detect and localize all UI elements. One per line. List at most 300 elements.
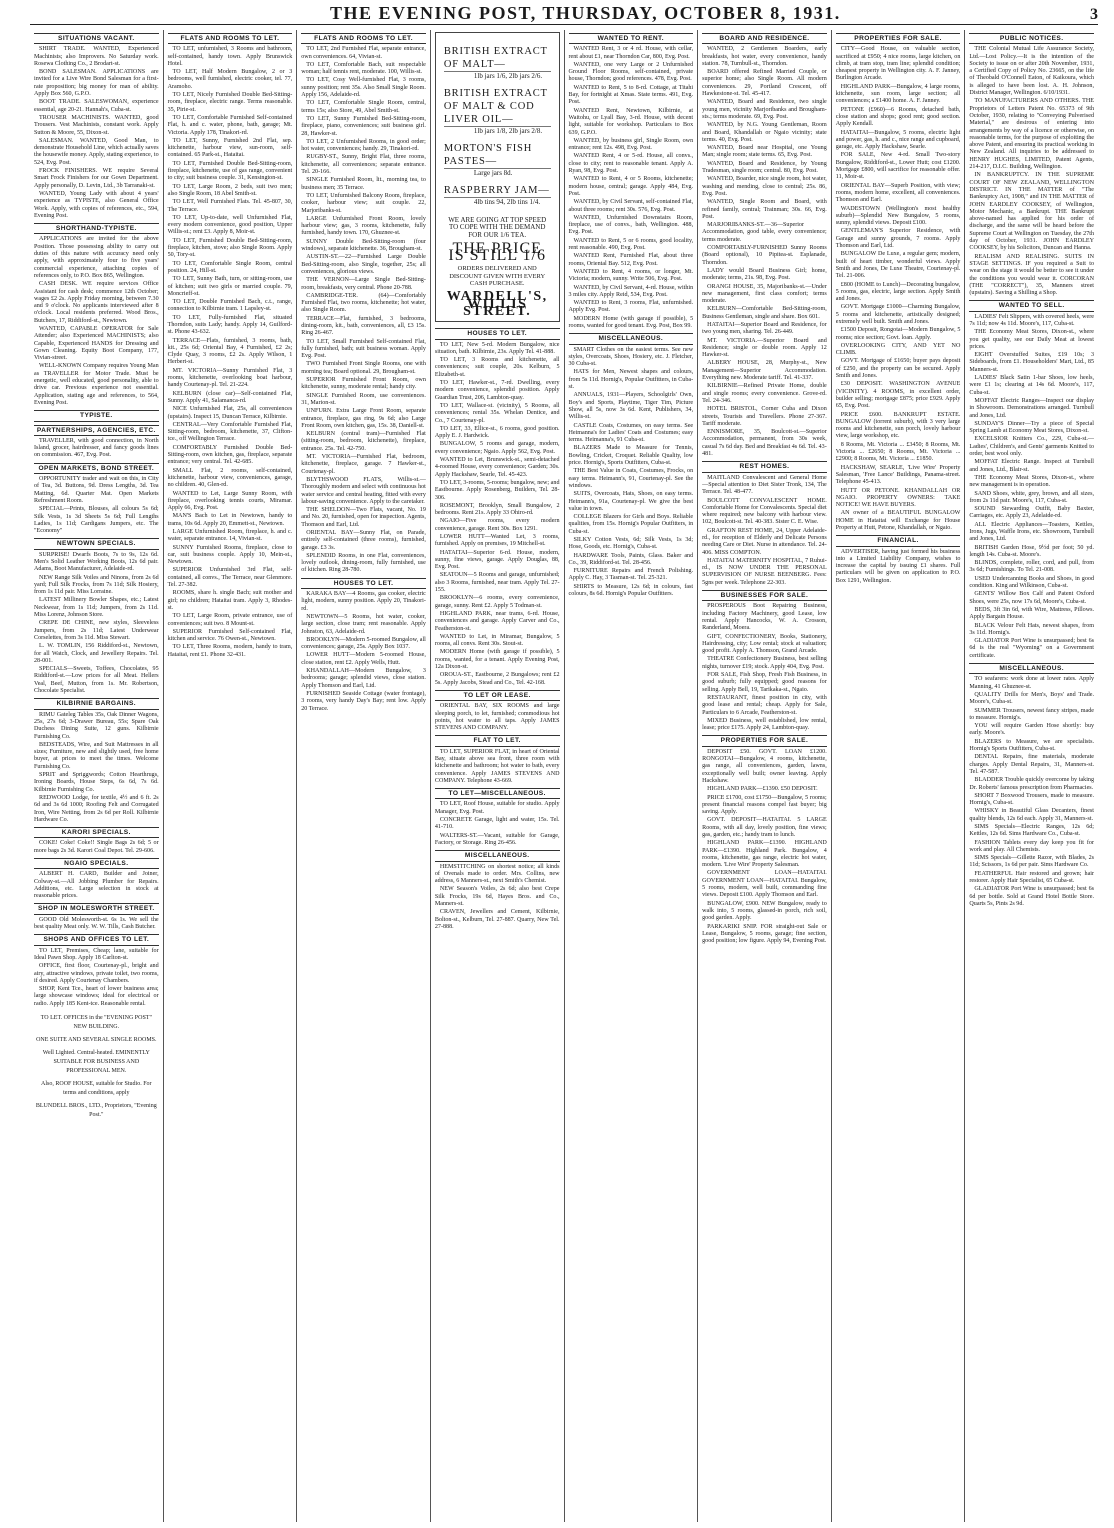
classified-ad: WANTED, by business girl, Single Room, own entrance; rent 12s. 498, Evg. Post.	[568, 137, 694, 152]
classified-ad: GLADIATOR Port Wine is unsurpassed; best 6s 6d per bottle. Sold at Grand Hotel Bottle Store. Quarts 5s, Pints 2s 9d.	[969, 886, 1094, 907]
classified-ad: BLACK Velour Felt Hats, newest shapes, from 3s 11d. Hornig's.	[969, 622, 1094, 636]
classified-ad: HATAITAI—Superior 6-rd. House, modern, sunny, fine views, garage. Apply Douglas, 88, Evg. Post.	[434, 549, 560, 571]
classified-ad: TO LET, Half Modern Bungalow, 2 or 3 bedrooms, well furnished, electric cooker, tel. 77, Aramoho.	[167, 69, 293, 90]
classified-ad: WANTED, Young Lady with about 4 years' experience as TYPISTE, also General Office Work. Apply, with copies of references, etc., 594, Evening Post.	[34, 190, 159, 219]
section-heading: PUBLIC NOTICES.	[969, 33, 1094, 44]
classified-ad: SINGLE Furnished Room, lit., morning tea, to business men; 35 Terrace.	[301, 177, 426, 191]
classified-ad: LARGE Unfurnished Room, fireplace, h. and c. water, separate entrance. 14, Vivian-st.	[167, 529, 293, 543]
offices-line: ONE SUITE AND SEVERAL SINGLE ROOMS.	[36, 1037, 157, 1044]
classified-ad: CONCRETE Garage, light and water, 15s. Tel. 41-710.	[434, 817, 560, 831]
section-heading: FLAT TO LET.	[435, 735, 560, 746]
classified-ad: ALBERY HOUSE, 28, Murphy-st., New Management—Superior Accommodation. Everything new. Moderate tariff. Tel. 41-337.	[702, 360, 827, 382]
classified-ad: ORIENTAL BAY, SIX ROOMS and large sleeping porch, to let, furnished; commodious hot points, hot water to all taps. Apply JAMES STEVENS AND COMPANY.	[434, 703, 560, 732]
classified-ad: WHISKY in Beautiful Glass Decanters, finest quality blends, 12s 6d each. Apply 31, Manners-st.	[969, 808, 1094, 822]
classified-ad: TO LET, Furnished Double Bed-Sitting-room, fireplace, kitchen, stove; also Single Room. Apply 50, Tory-st.	[167, 237, 293, 259]
classified-ad: WANTED to Rent, 5 or 6 rooms, good locality, rent reasonable. 490, Evg. Post.	[568, 237, 694, 252]
column-6	[697, 30, 831, 1522]
page-number: 3	[1090, 6, 1098, 23]
classified-ad: SUPERIOR Furnished Self-contained Flat, kitchen and service. 76 Owen-st., Newtown.	[167, 628, 293, 643]
classified-ad: WANTED, by N.G. Young Gentleman, Room and Board, Khandallah or Ngaio vicinity; state terms. 40, Evg. Post.	[702, 122, 827, 143]
classified-ad: WANTED Rent, 3 or 4 rd. House, with cellar, rent about £1, near Thorndon Car, 800, Evg. Post.	[568, 46, 694, 60]
classified-ad: TRAVELLER, with good connection, in North Island, grocer, hairdresser, and fancy goods lines on commission. 467, Evg. Post.	[34, 437, 159, 459]
classified-ad: SHIRTS to Measure, 12s 6d; in colours, fast colours, 8s 6d. Hornig's Popular Outfitters.	[568, 583, 694, 598]
classified-ad: SAND Shoes, white, grey, brown, and all sizes, from 2s 11d pair. Moore's, 117, Cuba-st.	[969, 490, 1094, 504]
section-heading: TO LET—MISCELLANEOUS.	[435, 788, 560, 799]
classified-ad: £1500 Deposit, Rongotai—Modern Bungalow, 5 rooms; nice section; Govt. loan. Apply.	[835, 327, 961, 341]
classified-ad: WELL-KNOWN Company requires Young Man as TRAVELLER for Motor Trade. Must be energetic, well educated, good personality, able to drive car. Previous experience not essential. Application, stating age and references, to 564, Evening Post.	[34, 363, 159, 406]
classified-ad: SPECIALS—Sweets, Toffees, Chocolates, 95 Riddiford-st.—Low prices for all Meat. Hellers Veal, Beef, Mutton, from 1s. Mr. Robertson, Chocolate Specialist.	[34, 666, 159, 695]
classified-ad: KELBURN (central tram)—Furnished Flat (sitting-room, bedroom, kitchenette), fireplace, entrance. 25s. Tel. 42-750.	[301, 431, 426, 452]
classified-ad: HATAITAI MATERNITY HOSPITAL, 7 Ruhui-rd., IS NOW UNDER THE PERSONAL SUPERVISION OF NURSE BEENBERG. Fees: 5gns per week. Telephone 22-303.	[702, 557, 827, 586]
classified-ad: FROCK FINISHERS. WE require Several Smart Frock Finishers for our Gown Department. Apply personally, D. Levin, Ltd., 3b Tarranaki-st.	[34, 168, 159, 189]
classified-ad: TO LET, Hawker-st., 7-rd. Dwelling, every modern convenience, splendid position. Apply Guardian Trust, 206, Lambton-quay.	[434, 380, 560, 401]
classified-ad: ANNUALS, 1931—Players, Schoolgirls' Own, Boy's and Sports, Playtime, Tiger Tim, Picture Show, all 5s, now 3s 6d. Kent, Publishers, 34, Willis-st.	[568, 392, 694, 421]
classified-ad: WANTED to Let, Large Sunny Room, with fireplace, overlooking tennis courts, Miramar. Apply 66, Evg. Post.	[167, 490, 293, 512]
classified-ad: TERRACE—Flat, furnished, 3 bedrooms, dining-room, kit., bath, conveniences, all, £3 15s. Ring 26-467.	[301, 315, 426, 337]
classified-ad: SUNNY Double Bed-Sitting-room (four windows), separate kitchenette. 36, Brougham-st.	[301, 238, 426, 253]
classified-ad: NEW Range Silk Voiles and Ninons, from 2s 6d yard; Full Silk Frocks, from 7s 11d; Silk Hosiery, from 1s 11d pair. Miss Lorraine.	[34, 574, 159, 596]
section-heading: BOARD AND RESIDENCE.	[702, 33, 827, 44]
classified-ad: IN BANKRUPTCY. IN THE SUPREME COURT OF NEW ZEALAND, WELLINGTON DISTRICT. IN THE MATTER of "The Bankruptcy Act, 1908," and IN THE MATTER of JOHN EARDLEY COOKSEY, of Wellington, Motor Mechanic, a Bankrupt. THE Bankrupt above-named has applied for his order of discharge, and the same will be heard before the Supreme Court at Wellington on Tuesday, the 27th day of October, 1931. JOHN EARDLEY COOKSEY, by his Solicitors, Duncan and Hanna.	[969, 172, 1094, 252]
classified-ad: CENTRAL—Very Comfortable Furnished Flat, Sitting-room, bedroom, kitchenette, 37, Clifton-tce., off Wellington Terrace.	[167, 421, 293, 443]
classified-ad: REALISM AND REALISING. SUITS IN STAGE SETTINGS. IF you required a Suit to wear on the stage it would be better to see it under the conditions you would wear it. CORCORAN (THE "CORRECT"), 35, Manners street (upstairs). Saving a Shilling a Shop.	[969, 253, 1094, 297]
classified-ad: LATEST Millinery Bowler Shapes, etc.; Latest Neckwear, from 1s 11d; Jumpers, from 2s 11d. Miss Lorenz, Johnson Store.	[34, 597, 159, 619]
classified-ad: SHORT 7 Boxwood Trousers, made to measure. Hornig's, Cuba-st.	[969, 792, 1094, 807]
classified-ad: REDWOOD Lodge, for textile, 4½ and 6 ft. 2s 6d and 3s 6d 1000; Roofing Felt and Corrugated Iron, Wire Netting, from 2s 6d per Roll. Kilbirnie Hardware Co.	[34, 794, 159, 823]
classified-ad: SMALL Flat, 2 rooms, self-contained, kitchenette, harbour view, conveniences, garage, no children. 40, Glen-rd.	[167, 467, 293, 489]
classified-ad: 8 Rooms, Mt. Victoria ... £3450; 8 Rooms, Mt. Victoria ... £2650; 8 Rooms, Mt. Victoria ... £2900; 8 Rooms, Mt. Victoria ... £1850.	[835, 441, 961, 463]
classified-ad: GOVERNMENT LOAN—HATAITAI. GOVERNMENT LOAN—HATAITAI. Bungalow, 5 rooms, modern, well built, commanding fine views. Deposit £100. Apply Thomson and Earl.	[702, 870, 827, 899]
classified-ad: TERRACE—Flats, furnished, 3 rooms, bath, kit., 25s 6d; Oriental Bay, 4 Furnished, £2 2s; Clyde Quay, 3 rooms, £2 2s. Apply Wilson, 1 Herbert-st.	[167, 337, 293, 366]
classified-ad: LADIES' Black Satin 1-bar Shoes, low heels, were £1 1s; clearing at 14s 6d. Moore's, 117, Cuba-st.	[969, 375, 1094, 396]
classified-ad: WANTED to Rent, 4 or 5 Rooms, kitchenette; modern house, central; garage. Apply 484, Evg. Post.	[568, 176, 694, 197]
classified-ad: SUNDAY'S Dinner—Try a piece of Special Spring Lamb at Economy Meat Stores, Dixon-st.	[969, 420, 1094, 435]
classified-ad: HOTEL BRISTOL, Corner Cuba and Dixon streets, Tourists and Travellers. Phone 27-367. Tariff moderate.	[702, 406, 827, 427]
classified-ad: SOUND Stewarding Outfit, Baby Baxter, Carriages, etc. Apply 23, Adelaide-rd.	[969, 506, 1094, 520]
classified-ad: GIFT, CONFECTIONERY, Books, Stationery, Hairdressing, city; Low rental; stock at valuation; good profit. Apply A. Thomson, Grand Arcade.	[702, 633, 827, 655]
classified-ad: FASHION Tablets every day keep you fit for work and play. All Chemists.	[969, 839, 1094, 853]
classified-ad: CREPE DE CHINE, new styles, Sleeveless Jumpers, from 2s 11d; Latest Underwear Corselettes, from 3s 11d. Miss Stewart.	[34, 620, 159, 641]
classified-ad: CASTLE Coats, Costumes, on easy terms. See Heimanna's for Ladies' Coats and Costumes; easy terms. Heimanna's, 91 Cuba-st.	[568, 422, 694, 444]
classified-ad: GENTS' Willow Box Calf and Patent Oxford Shoes, were 25s, now 17s 6d, Moore's, Cuba-st.	[969, 591, 1094, 605]
classified-ad: BUNGALOW, £900. NEW Bungalow, ready to walk into, 5 rooms, glassed-in porch, rich soil, good garden. Apply.	[702, 900, 827, 922]
classified-ad: CASH DESK. WE require services Office Assistant for cash desk; commence 12th October; wages £2 2s. Apply Friday morning, between 7.30 and 9 o'clock. No applicants interviewed after 8 o'clock. Local residents preferred. Wood Bros., Butchers, 17, Riddiford-st., Newtown.	[34, 281, 159, 324]
classified-ad: TO LET, 2nd Furnished Flat, separate entrance, own conveniences. 64, Vivian-st.	[301, 46, 426, 60]
classified-ad: BOOT TRADE. SALESWOMAN, experience essential, age 20-21. Hannah's, Cuba-st.	[34, 99, 159, 113]
classified-ad: SPECIAL—Prints, Blouses, all colours 5s 6d; Silk Vests, 1s 3d Sheets 5s 6d; Full Lengths Ladies, 1s 11d; Cardigans Jumpers, etc. The "Economy"	[34, 506, 159, 535]
classified-ad: LADY would Board Business Girl; home, moderate; terms, 21s. 98, Evg. Post.	[702, 267, 827, 282]
classified-ad: BEDS, 3ft 3in 6d, with Wire, Mattress, Pillows. Apply Bargain House.	[969, 606, 1094, 621]
classified-ad: WANTED, Unfurnished Downstairs Room, fireplace, use of convs., bath, Wellington. 488, Evg. Post.	[568, 214, 694, 236]
classified-ad: HATAITAI—Superior Board and Residence, for two young men, sharing. Tel. 26-449.	[702, 321, 827, 336]
product-name: MORTON'S FISH PASTES—	[444, 136, 551, 169]
classified-ad: SHIRT TRADE. WANTED, Experienced Machinists; also Improvers. No Saturday work. Rosewa Clothing Co., 2 Brodart-st.	[34, 46, 159, 67]
wardells-advertisement	[435, 32, 560, 322]
classified-ad: WANTED to Rent, 3 rooms, Flat, unfurnished. Apply Evg. Post.	[568, 300, 694, 314]
classified-ad: ROOMS, share h. single Bach; suit mother and girl; no children; Hataitai tram. Apply 3, Rhodes-st.	[167, 590, 293, 611]
classified-ad: LADIES' Felt Slippers, with covered heels, were 7s 11d; now 4s 11d. Moore's, 117, Cuba-st.	[969, 313, 1094, 327]
section-heading: SHORTHAND-TYPISTE.	[34, 223, 159, 234]
masthead	[30, 2, 1098, 25]
classified-ad: BLAZERS Made to Measure for Tennis, Bowling, Cricket, Croquet. Reliable Quality, low price. Hornig's, Sports Outfitters, Cuba-st.	[568, 445, 694, 467]
classified-ad: ROSEMONT, Brooklyn, Small Bungalow, 2 bedrooms. Rent 21s. Apply 33 Ohiro-rd.	[434, 502, 560, 517]
section-heading: SITUATIONS VACANT.	[34, 33, 159, 44]
classified-ad: HARDWARE Tools, Paints, Glass. Baker and Co., 39, Riddiford-st. Tel. 28-456.	[568, 552, 694, 566]
section-heading: HOUSES TO LET.	[301, 578, 426, 589]
classified-ad: TO LET, Double Furnished Bach, c.t., range, connection to Kilbirnie tram. 1 Lapsley-st.	[167, 299, 293, 313]
classified-ad: SUPERIOR Furnished Front Room, own kitchenette, sunny, moderate rental; handy city.	[301, 377, 426, 391]
classified-ad: MAITLAND Convalescent and General Home—Special attention to Diet Sister Tronk, 134, The Terrace. Tel. 48-477.	[702, 474, 827, 496]
classified-ad: OPPORTUNITY trader and wait on this, in City of Tea, 3d. Buttons, 9d. Dress Lengths, 3d. Tea Matting, 6d. Quarter Mat. Open Markets Refreshment Room.	[34, 476, 159, 504]
classified-ad: EIGHT Overstuffed Suites, £19 10s; 3 Sideboards, from £1. Householders' Mart, Ltd., 85 Manners-st.	[969, 352, 1094, 373]
classified-ad: SIMS Specials—Gillette Razor, with Blades, 2s 11d; Scissors, 1s 6d per pair. Sims Hardware Co.	[969, 855, 1094, 869]
section-heading: BUSINESSES FOR SALE.	[702, 590, 827, 601]
classified-ad: LARGE Unfurnished Front Room, lovely harbour view; gas, 3 rooms, kitchenette, fully furnished, handy town. 170, Ghuznee-st.	[301, 215, 426, 237]
classified-ad: WANTED Rent, Newtown, Kilbirnie, at Waitohu, or Lyall Bay, 3-rd. House, with decent light, suitable for workshop. Particulars to Box 639, G.P.O.	[568, 107, 694, 136]
classified-ad: TO LET, Premises, Cheap; lane, suitable for Ideal Pawn Shop. Apply 18 Carlton-st.	[34, 947, 159, 961]
classified-ad: RUGBY-ST., Sunny, Bright Flat, three rooms, kitchenette, all conveniences; separate entrance. Tel. 20-166.	[301, 154, 426, 176]
classified-ad: COMFORTABLY-FURNISHED Sunny Rooms (Board optional), 10 Pipitea-st. Esplanade, Thorndon.	[702, 245, 827, 266]
classified-ad: BOULCOTT CONVALESCENT HOME. Comfortable Home for Convalescents. Special diet where required; new balcony with harbour view. 102, Boulcott-st. Tel. 40-383. Sister C. E. Wise.	[702, 497, 827, 526]
classified-ad: BRITISH Garden Hose, 9½d per foot; 50 yd. length 14s. Cuba-st. Moore's.	[969, 544, 1094, 558]
classified-ad: ALL Electric Appliances—Toasters, Kettles, Irons, Jugs, Waffle Irons, etc. Showroom, Turnbull and Jones, Ltd.	[969, 521, 1094, 543]
classified-ad: WANTED, CAPABLE OPERATOR for Sale Attender; also Experienced MACHINISTS; also Capable, Experienced HANDS for Dressing and Gown Cleaning. Equity Boot Company, 177, Vivian-street.	[34, 325, 159, 362]
classified-ad: WANTED, one very Large or 2 Unfurnished Ground Floor Rooms, self-contained, private house, Thorndon; good references. 478, Evg. Post.	[568, 61, 694, 83]
product-name: RASPBERRY JAM—	[444, 178, 551, 198]
classified-ad: TO LET, unfurnished, 3 Rooms and bathroom, self-contained, handy town. Apply Brunswick Hotel.	[167, 46, 293, 67]
classified-ad: TO seafarers: work done at lower rates. Apply Manning, 41 Ghuznee-st.	[969, 676, 1094, 690]
classified-ad: FURNITURE Repairs and French Polishing. Apply C. Hay, 3 Tasman-st. Tel. 25-321.	[568, 568, 694, 582]
section-heading: HOUSES TO LET.	[435, 328, 560, 339]
column-5	[564, 30, 698, 1522]
classified-ad: KELBURN—Comfortable Bed-Sitting-room, Business Gentleman, single and share. Box 601.	[702, 306, 827, 320]
classified-ad: TO LET, Unfurnished Balcony Room, fireplace, cooker, harbour view; suit couple. 22, Marjoribanks-st.	[301, 192, 426, 214]
classified-ad: DENTAL Repairs, fine materials, moderate charges. Apply Dental Repairs, 31, Manners-st. Tel. 47-587.	[969, 754, 1094, 775]
classified-ad: RIMU Gateleg Tables 35s, Oak Dinner Wagons, 25s, 27s 6d; 3-Drawer Bureau, 55s; Spare Oak Duchess Dining Suite, 12 guns. Kilbirnie Furnishing Co.	[34, 711, 159, 740]
column-1	[30, 30, 163, 1522]
classified-ad: £30 DEPOSIT. WASHINGTON AVENUE (VICINITY). 4 ROOMS, in excellent order, builder selling; mortgage £875; price £929. Apply 65, Evg. Post.	[835, 381, 961, 410]
classified-ad: WANTED, 2 Gentlemen Boarders, early breakfasts, hot water, every convenience, handy station. 78, Turnbull-st., Thorndon.	[702, 46, 827, 67]
classified-ad: WANTED, by Civil Servant, 4-rd. House, within 3 miles city. Apply Reid, 534, Evg. Post.	[568, 284, 694, 298]
classified-ad: BEDSTEADS, Wire, and Suit Mattresses in all sizes; Furniture, new and slightly used, free home buyer, at prices to meet the times. Welcome Furnishing Co.	[34, 741, 159, 770]
section-heading: PROPERTIES FOR SALE.	[836, 33, 961, 44]
classified-ad: HATS for Men, Newest shapes and colours, from 5s 11d. Hornig's, Popular Outfitters, in Cuba-st.	[568, 369, 694, 391]
classified-ad: WANTED, Boarder, nice single room, hot water, washing and mending, close to central; 25s. 86, Evg. Post.	[702, 176, 827, 197]
classified-ad: TO LET, Comfortable Single Room, central position. 24, Hill-st.	[167, 260, 293, 274]
classified-ad: CAMBRIDGE-TER. (64)—Comfortably Furnished Flat, two rooms, kitchenette; hot water, also Single Room.	[301, 292, 426, 314]
section-heading: SHOPS AND OFFICES TO LET.	[34, 934, 159, 945]
classified-ad: GLADIATOR Port Wine is unsurpassed; best 6s 6d is the real "Wyoming" on a Government certificate.	[969, 638, 1094, 659]
product-prices: Large jars 8d.	[473, 169, 513, 177]
classified-ad: WANTED to Rent, 4 rooms, or longer, Mt. Victoria; modern, sunny. Write 506, Evg. Post.	[568, 268, 694, 283]
classified-ad: TO LET, 33, Ellice-st., 6 rooms, good position. Apply E. J. Hardwick.	[434, 425, 560, 440]
price-headline: THE PRICE IS STILL 1/6	[448, 239, 546, 265]
classified-ad: WANTED, Board and Residence, two single young men, vicinity Marjoribanks and Brougham-sts.; terms moderate. 69, Evg. Post.	[702, 99, 827, 120]
classified-ad: NGAIO—Five rooms, every modern convenience, garage. Rent 30s. Box 1291.	[434, 518, 560, 532]
classified-ad: HIGHLAND PARK—Bungalow, 4 large rooms, kitchenette, sun room, large section; all conveniences; a £1400 home. A. F. Janney.	[835, 83, 961, 105]
classified-ad: TO LET, Cosy Well-furnished Flat, 3 rooms, sunny position; rent 35s. Also Small Single Room. Apply 156, Adelaide-rd.	[301, 77, 426, 99]
classified-ad: TO LET, Roof House, suitable for studio. Apply Manager, Evg. Post.	[434, 801, 560, 815]
classified-ad: EXCELSIOR Knitters Co., 229, Cuba-st.—Ladies', Children's, and Gents' garments Knitted to order, best wool only.	[969, 436, 1094, 458]
offices-line: BLUNDELL BROS., LTD., Proprietors, "Evening Post."	[35, 1103, 157, 1119]
classified-ad: PETONE (£960)—6 Rooms, detached bath, close station and shops; good rent; good section. Apply Kendall.	[835, 106, 961, 128]
classified-ad: OROUA-ST., Eastbourne, 2 Bungalows; rent £2 5s. Apply Jacobs, Stead and Co., Tel. 42-168.	[434, 672, 560, 686]
offices-line: TO LET. OFFICES in the "EVENING POST" NEW BUILDING.	[40, 1015, 152, 1031]
classified-ad: COKE! Coke! Coke!! Single Bags 2s 6d; 5 or more bags 2s 3d. Karori Coal Depot. Tel. 29-606.	[34, 840, 159, 854]
section-heading: FLATS AND ROOMS TO LET.	[301, 33, 426, 44]
classified-ad: HACKSHAW, SEARLE, 'Live Wire' Property Salesman, 'Free Lance' Buildings, Panama-street. Telephone 45-413.	[835, 464, 961, 486]
classified-ad: FEATHERFUL Hair restored and grown; hair restorer. Apply Hair Specialist, 65 Cuba-st.	[969, 870, 1094, 885]
classified-ad: TO LET, Sunny Bath, turn, or sitting-room, use of kitchen; suit two girls or married couple. 79, Moncrieff-st.	[167, 276, 293, 297]
classified-ad: NEWTOWN—5 Rooms, hot water, cooker, large section, close tram; rent reasonable. Apply Johnston, 63, Adelaide-rd.	[301, 613, 426, 635]
classified-ad: TO LET, 3-rooms, 5-rooms; bungalow, new; and Eastbourne. Apply Rosenberg, Builders, Tel. 28-306.	[434, 479, 560, 501]
classified-ad: ALBERT H. CARD, Builder and Joiner, Colway-st.—All Jobbing Plumber for Repairs. Additions, etc. Large selection in stock at reasonable prices.	[34, 871, 159, 900]
offices-line: Also, ROOF HOUSE, suitable for Studio. For terms and conditions, apply	[41, 1081, 152, 1097]
classified-ad: WANTED to Let, Brunswick-st., semi-detached 4-roomed House, every convenience; Garden; 30s. Apply Hackshaw, Searle, Tel. 45-423.	[434, 457, 560, 478]
section-heading: MISCELLANEOUS.	[969, 663, 1094, 674]
classified-ad: SPRIT and Spriggwords; Cotton Hearthrugs, Ironing Boards, House Steps, 6s 6d, 7s 6d. Kilbirnie Furnishing Co.	[34, 772, 159, 793]
classified-ad: SALESMAN. WANTED, Good Man, to demonstrate Household Line, which actually saves the housewife money. Apply, stating experience, to 524, Evg. Post.	[34, 137, 159, 166]
classified-ad: HIGHLAND PARK—£1390. £50 DEPOSIT.	[707, 786, 818, 793]
classified-ad: FOR SALE, Fish Shop, Fresh Fish Business, in good suburb; fully equipped; good reasons for selling. Apply Bell, 19, Tarikaka-st., Ngaio.	[702, 672, 827, 693]
classified-ad: TO LET, 2 Unfurnished Rooms, in good order; hot water, conveniences; handy. 29, Tinakori-rd.	[301, 138, 426, 153]
classified-ad: TO LET, Comfortable Bach, suit respectable woman; half tennis rent, moderate. 100, Willis-st.	[301, 61, 426, 76]
classified-ad: UNFURN. Extra Large Front Room, separate entrance, fireplace, gas ring, 9s 6d; also Large Front Room, own kitchen, gas, 15s. 38, Daniell-st.	[301, 408, 426, 429]
section-heading: PROPERTIES FOR SALE.	[702, 735, 827, 746]
section-heading: KARORI SPECIALS.	[34, 827, 159, 838]
classified-ad: OFFICE, first floor, Courtenay-pl., bright and airy, attractive windows, private toilet, two rooms, if desired. Apply Courtenay Chambers.	[34, 963, 159, 984]
classified-ad: TO LET, Wallace-st. (vicinity), 5 Rooms, all conveniences; rental 35s. Whelan Dentice, and Co., 7 Courtenay-pl.	[434, 402, 560, 424]
classified-ad: CRAVEN, Jewellers and Cement, Kilbirnie, Bolton-st., Kelburn, Tel. 27-887. Quarry, New Tel. 27-888.	[434, 909, 560, 930]
classified-ad: WANTED Rent, Furnished Flat, about three rooms, Oriental Bay. 512, Evg. Post.	[568, 253, 694, 267]
classified-ad: HUTT OR PETONE. KHANDALLAH OR NGAIO. PROPERTY OWNERS: TAKE NOTICE! WE HAVE BUYERS.	[835, 487, 961, 509]
classified-ad: BLAZERS to Measure, we are specialists. Hornig's Sports Outfitters, Cuba-st.	[969, 738, 1094, 753]
section-heading: REST HOMES.	[702, 461, 827, 472]
classified-ad: TO LET, New 5-rd. Modern Bungalow, nice situation, bath. Kilbirnie, 23s. Apply Tel. 41-888.	[434, 341, 560, 355]
section-heading: TYPISTE.	[34, 410, 159, 421]
classified-ad: GOVT. Mortgage of £1650; buyer pays deposit of £250, and the property can be secured. Apply Smith and Jones.	[835, 358, 961, 380]
classified-ad: THE Colonial Mutual Life Assurance Society, Ltd.—Lost Policy.—It is the intention of the Society to issue on or after 20th November, 1931, a Certified Copy of Policy No. 23665, on the life of Theobald O'Connell Eaton, of Kaikoura, which is alleged to have been lost. A. H. Johnson, District Manager, Wellington. 6/10/1931.	[969, 46, 1094, 97]
classified-ad: MT. VICTORIA—Sunny Furnished Flat, 3 rooms, kitchenette, overlooking boat harbour, handy Courtenay-pl. Tel. 21-224.	[167, 367, 293, 389]
classified-ad: KILBIRNIE—Refined Private Home, double and single rooms; every convenience. Grove-rd. Tel. 24-346.	[702, 383, 827, 404]
classified-ad: TO LET, Furnished Double Bed-Sitting-room, fireplace, kitchenette, use of gas range, convenient to city; suit business couple. 31, Kensington-st.	[167, 160, 293, 182]
classified-ad: SHOP, Kent Tce., heart of lower business area; large showcase windows; ideal for electrical or radio. Apply 185 Kent-tce. Reasonable rental.	[34, 986, 159, 1007]
classified-ad: SURPRISE! Dwarfs Boots, 7s to 9s, 12s 6d. Men's Solid Leather Working Boots, 12s 6d pair. Adams, Boot Manufacturer, Adelaide-rd.	[34, 551, 159, 573]
classified-ad: BUNGALOW, 5 rooms and garage, modern, every convenience; Ngaio. Apply 562, Evg. Post.	[434, 441, 560, 455]
section-heading: FLATS AND ROOMS TO LET.	[168, 33, 293, 44]
classified-ad: WANTED to Let, in Miramar, Bungalow, 5 rooms, all convs. Rent 30s. Stout-st.	[434, 633, 560, 648]
section-heading: PARTNERSHIPS, AGENCIES, ETC.	[34, 425, 159, 436]
classified-ad: CITY—Good House, on valuable section, sacrificed at £950; 4 nice rooms, large kitchen, on climb, at tram stop, tram line; splendid condition; cheapest property in Wellington city. A. F. Janney, Burlington Arcade.	[835, 46, 961, 82]
section-heading: OPEN MARKETS, BOND STREET.	[34, 463, 159, 474]
column-8	[964, 30, 1098, 1522]
classified-ad: NEW Season's Voiles, 2s 6d; also best Crepe Silk Frocks, 19s 6d, Hayes Bros. and Co., Manners-st.	[434, 886, 560, 908]
classified-ad: FOR SALE, New 4-rd. Small Two-story Bungalow, Riddiford-st., Lower Hutt; cost £1200. Mortgage £800, will sacrifice for reasonable offer. 11, Moir-st.	[835, 152, 961, 181]
classified-ad: TO LET, Nicely Furnished Double Bed-Sitting-room, fireplace, electric range. Terms reasonable. 35, Pirie-st.	[167, 92, 293, 113]
classified-ad: MARJORIBANKS-ST.—36—Superior Accommodation, good table, every convenience; terms moderate.	[702, 222, 827, 243]
product-name: BRITISH EXTRACT OF MALT & COD LIVER OIL—	[444, 81, 551, 127]
classified-ad: OVERLOOKING CITY, AND YET NO CLIMB.	[835, 342, 961, 357]
classified-ad: HEMSTITCHING on shortest notice; all kinds of Ovenals made to order. Mrs. Collins, new address, 6 Manners-st., next Smith's Chemist.	[434, 863, 560, 885]
classified-ad: PARKARIKI SNIP. FOR straight-out Sale or Lease, Bungalow, 5 rooms, garage; fine section, good position; low figure. Apply 94, Evening Post.	[702, 923, 827, 945]
classified-ad: TO LET, Sunny Furnished Bed-Sitting-room, fireplace, piano, conveniences; suit business girl. 28, Hawker-st.	[301, 115, 426, 137]
classified-ad: NICE Unfurnished Flat, 25s, all conveniences (upstairs). Inspect 15, Duncan Terrace, Kilbirnie.	[167, 406, 293, 420]
classified-ad: SUITS, Overcoats, Hats, Shoes, on easy terms. Heimann's, 91a, Courtenay-pl. We give the best value in town.	[568, 491, 694, 512]
classified-ad: HATAITAI—Bungalow, 5 rooms, electric light and power, gas, h. and c., nice range and cupboard, garage, etc. Apply Hackshaw, Searle.	[835, 129, 961, 151]
wardells-brand: WARDELL'S, WILLIS STREET.	[446, 289, 548, 319]
section-heading: SHOP IN MOLESWORTH STREET.	[34, 903, 159, 914]
classified-ad: BOND SALESMAN. APPLICATIONS are invited for a Live Wire Bond Salesman for a first-rate proposition; big money for man of ability. Apply Box 560, G.P.O.	[34, 69, 159, 98]
classified-ad: KHANDALLAH—Modern Bungalow, 3 bedrooms; garage; splendid views, close station. Apply Thomson and Earl, Ltd.	[301, 668, 426, 689]
column-2	[163, 30, 297, 1522]
classified-ad: BLYTHSWOOD FLATS, Willis-st.—Thoroughly modern and select with continuous hot water service and central heating, fitted with every labour-saving convenience. Apply to the caretaker.	[301, 476, 426, 505]
classified-ad: TO LET, Comfortable Single Room, central, terms 15s; also Store, 49, Abel Smith-st.	[301, 100, 426, 114]
column-3	[296, 30, 430, 1522]
classified-ad: COMFORTABLY Furnished Double Bed-Sitting-room, own kitchen, gas, fireplace, separate entrance; very central. Tel. 42-685.	[167, 444, 293, 466]
classified-ad: WALTERS-ST.—Vacant, suitable for Garage, Factory, or Storage. Ring 26-456.	[434, 832, 560, 846]
classified-ad: TO LET, Comfortable Furnished Self-contained Flat, h. and c. water, phone, bath, garage; Mt. Victoria. Apply 178, Tinakori-rd.	[167, 114, 293, 136]
classified-ad: TO LET, Large Room, 2 beds, suit two men; also Single Room, 18 Abel Smith-st.	[167, 183, 293, 197]
section-heading: TO LET OR LEASE.	[435, 690, 560, 701]
classified-ad: HIGHLAND PARK, near trams, 6-rd. House, conveniences and garage. Apply Carver and Co., Featherston-st.	[434, 610, 560, 632]
classified-ad: YOU will require Garden Hose shortly: buy early. Moore's.	[969, 723, 1094, 737]
classified-ad: THE VERNON—Large Single Bed-Sitting-room, breakfasts, very central. Phone 20-788.	[301, 277, 426, 291]
classified-ad: MOFFAT Electric Ranges—Inspect our display in Showroom. Demonstrations arranged. Turnbull and Jones, Ltd.	[969, 397, 1094, 419]
classified-ad: THE SHELDON—Two Flats, vacant, No. 19 and No. 20, furnished, open for inspection. Agents, Thomson and Earl, Ltd.	[301, 507, 426, 528]
classified-ad: MAN'S Bach to Let in Newtown, handy to trams, 10s 6d. Apply 20, Emmett-st., Newtown.	[167, 513, 293, 527]
classified-ad: MIXED Business, well established, low rental, lease; price £175. Apply 24, Lambton-quay.	[702, 717, 827, 732]
newspaper-title: THE EVENING POST, THURSDAY, OCTOBER 8, 1931.	[330, 3, 841, 23]
classified-ad: THE Best Value in Coats, Costumes, Frocks, on easy terms. Heimann's, 91, Courtenay-pl. See the windows.	[568, 468, 694, 489]
offices-line: Well Lighted. Central-heated. EMINENTLY SUITABLE FOR BUSINESS AND PROFESSIONAL MEN.	[42, 1050, 150, 1075]
classified-ad: SUMMER Trousers, newest fancy stripes, made to measure. Hornig's.	[969, 707, 1094, 721]
classified-ad: WANTED, Single Room and Board, with refined family, central; Trainman; 30s. 66, Evg. Post.	[702, 199, 827, 220]
classified-ad: BROOKLYN—6 rooms, every convenience, garage, sunny. Rent £2. Apply 5 Todman-st.	[434, 595, 560, 609]
classified-ad: BUNGALOW De Luxe, a regular gem; modern, built of heart timber, wonderful views. Apply Smith and Jones, De Luxe Theatre, Courtenay-pl. Tel. 21-006.	[835, 251, 961, 280]
classified-ad: GENTLEMAN'S Superior Residence, with Garage and sunny grounds, 7 rooms. Apply Thomson and Earl, Ltd.	[835, 228, 961, 250]
classified-ad: USED Undercanning Books and Shoes, in good condition. King and Wilkinson, Cuba-st.	[969, 575, 1094, 590]
classified-ad: £800 (HOME to Lunch)—Decorating bungalow, 5 rooms, gas, electric, large section. Apply Smith and Jones.	[835, 281, 961, 303]
classified-ad: BROOKLYN—Modern 5-roomed Bungalow, all conveniences; garage, 25s. Apply Box 1037.	[301, 636, 426, 651]
classified-ad: TO LET, 3 Rooms and kitchenette, all conveniences; suit couple, 20s. Kelburn, 5 Elizabeth-st.	[434, 357, 560, 378]
classified-ad: LOWER HUTT—Wanted Let, 3 rooms, furnished. Apply on premises, 19 Mitchell-st.	[434, 533, 560, 548]
classified-ad: QUALITY Drills for Men's, Boys' and Trade. Moore's, Cuba-st.	[969, 691, 1094, 706]
classified-ad: THE Economy Meat Stores, Dixon-st., where you get quality, see our Daily Meat at lowest prices.	[969, 329, 1094, 350]
classified-ad: WANTED Rent, 4 or 5-rd. House, all convs., close to city; rent to reasonable tenant. Apply A. Ryan, 98, Evg. Post.	[568, 153, 694, 175]
classified-ad: TO LET, Three Rooms, modern, handy to tram, Hataitai, rent £1. Phone 32-431.	[167, 644, 293, 658]
classified-ad: ORANGI HOUSE, 35, Majoribanks-st.—Under new management, first class comfort; terms moderate.	[702, 283, 827, 305]
classified-ad: TO LET, Up-to-date, well Unfurnished Flat, every modern convenience, good position, Upper Willis-st.; rent £3. Apply 8, Moir-st.	[167, 214, 293, 236]
classified-ad: TO MANUFACTURERS AND OTHERS. THE Proprietors of Letters Patent No. 65373 of 9th October, 1930, relating to "Conveying Pulverised Material," are desirous of entering into arrangements by way of a licence or otherwise, on reasonable terms, for the purpose of exploiting the above Patent, and ensuring its practical working in New Zealand. All inquiries to be addressed to HENRY HUGHES, LIMITED, Patent Agents, 214-217, D.I.C. Building, Wellington.	[969, 98, 1094, 171]
classified-ad: ADVERTISER, having just formed his business into a Limited Liability Company, wishes to increase the capital by issuing £1 shares. Full particulars will be given on application to P.O. Box 1291, Wellington.	[835, 548, 961, 584]
classified-ad: TO LET, Small Furnished Self-contained Flat, fully furnished, bath; suit business woman. Apply Evg. Post.	[301, 338, 426, 360]
classified-ad: HIGHLAND PARK—£1390. HIGHLAND PARK—£1390. Highland Park. Bungalow, 4 rooms, kitchenette, gas range, electric hot water, modern. 'Live Wire' Property Salesman.	[702, 840, 827, 869]
column-7	[831, 30, 965, 1522]
classified-ad: GOOD Old Molesworth-st. 6s 1s. We sell the best quality Meat only. W. W. Tills, Cash Butcher.	[34, 916, 159, 931]
classified-ad: WANTED to Rent, 5 to 8-rd. Cottage, at Titahi Bay, for fortnight at Xmas. State terms. 491, Evg. Post.	[568, 84, 694, 106]
classified-ad: SMART Clothes on the easiest terms. See new styles, Overcoats, Shoes, Hosiery, etc. J. Fletcher, 30 Cuba-st.	[568, 346, 694, 368]
classified-ad: FURNISHED Seaside Cottage (water frontage), 3 rooms, very handy Day's Bay; rent low. Apply 20 Terrace.	[301, 690, 426, 712]
offices-to-let	[34, 1014, 159, 1120]
classified-ad: COLLEGE Blazers for Girls and Boys. Reliable qualities, from 15s. Hornig's Popular Outfitters, in Cuba-st.	[568, 514, 694, 535]
classified-ad: SUPERIOR Unfurnished 3rd Flat, self-contained, all convs., The Terrace, near Glenmore. Tel. 27-382.	[167, 567, 293, 589]
classified-ad: LOWER HUTT—Modern 5-roomed House, close station, rent £2. Apply Wells, Hutt.	[301, 652, 426, 666]
classified-ad: APPLICATIONS are invited for the above Position. Those possessing ability to carry out duties of this nature with accuracy need only apply, with approximately four to five years' commercial experience, attaching copies of references only, to P.O. Box 865, Wellington.	[34, 236, 159, 279]
classified-ad: SILKY Cotton Vests, 6d; Silk Vests, 1s 3d; Hose, Goods, etc. Hornig's, Cuba-st.	[568, 537, 694, 551]
tea-notice: WE ARE GOING AT TOP SPEED TO COPE WITH THE DEMAND FOR OUR 1/6 TEA.	[448, 216, 547, 239]
classified-ad: SIMS Specials—Electric Ranges, 12s 6d; Kettles, 12s 6d. Sims Hardware Co., Cuba-st.	[969, 823, 1094, 838]
classified-ad: GOVT. DEPOSIT—HATAITAI. 5 LARGE Rooms, with all day, lovely position, fine views; gas, garden, etc.; handy tram to lunch.	[702, 817, 827, 838]
classified-ad: BLINDS, complete, roller, cord, and pull, from 3s 6d; Furnishings. To Tel. 21-008.	[969, 560, 1094, 574]
classified-ad: GRAFTON REST HOME, 24, Upper Adelaide-rd., for reception of Elderly and Delicate Persons needing Care or Diet. Nurse in attendance. Tel. 24-406. MISS COMPTON.	[702, 527, 827, 556]
product-name: BRITISH EXTRACT OF MALT—	[444, 39, 551, 72]
classified-ad: BLADDER Trouble quickly overcome by taking Dr. Roberts' famous prescription from Pharmacies.	[969, 777, 1094, 791]
classified-ad: KELBURN (close car)—Self-contained Flat, Sunny. Apply 41, Salamanca-rd.	[167, 390, 293, 404]
classified-ad: AN owner of a BEAUTIFUL BUNGALOW HOME in Hataitai will Exchange for House Property at Hutt, Petone, Khandallah, or Ngaio.	[835, 510, 961, 531]
classified-ad: KARAKA BAY—4 Rooms, gas cooker, electric light, modern, sunny position. Apply 20, Tinakori-rd.	[301, 591, 426, 612]
classified-ad: WANTED, by Civil Servant, self-contained Flat, about three rooms; rent 30s. 576, Evg. Post.	[568, 199, 694, 213]
classified-ad: SEATOUN—5 Rooms and garage, unfurnished; also 3 Rooms, furnished, near tram. Apply Tel. 27-155.	[434, 572, 560, 594]
classified-ad: ORIENTAL BAY—Superb Position, with view; rooms, modern home, excellent, all conveniences. Thomson and Earl.	[835, 182, 961, 204]
delivery-notice: ORDERS DELIVERED AND DISCOUNT GIVEN WITH EVERY CASH PURCHASE.	[449, 265, 546, 288]
classified-ad: MODERN Home (with garage if possible), 5 rooms, wanted for good tenant. Evg. Post, Box 99.	[568, 315, 694, 329]
classified-ad: TO LET, Well Furnished Flats. Tel. 45-807, 30, The Terrace.	[167, 199, 293, 213]
classified-ad: WADESTOWN (Wellington's most healthy suburb)—Splendid New Bungalow, 5 rooms, sunny, splendid views. Deposit £100.	[835, 205, 961, 227]
classified-ad: SUNNY Furnished Rooms, fireplace, close to car, suit business couple. Apply 10, Mein-st., Newtown.	[167, 544, 293, 566]
classified-ad: PRICE £600. BANKRUPT ESTATE. BUNGALOW (torrent suburb), with 3 very large rooms and kitchenette, sun porch, lovely harbour view, large workshop, etc.	[835, 411, 961, 440]
columns-container	[30, 30, 1098, 1522]
section-heading: NEWTOWN SPECIALS.	[34, 538, 159, 549]
product-prices: 1lb jars 1/8, 2lb jars 2/8.	[473, 127, 543, 135]
section-heading: NGAIO SPECIALS.	[34, 858, 159, 869]
classified-ad: BOARD offered Refined Married Couple, or superior home; also Single Room. All modern conveniences. 29, Portland Crescent, off Hawkestone-st. Tel. 45-417.	[702, 69, 827, 98]
section-heading: MISCELLANEOUS.	[569, 333, 694, 344]
product-prices: 4lb tins 94, 2lb tins 1/4.	[473, 198, 541, 206]
classified-ad: SPLENDID Rooms, in one Flat, conveniences, lovely outlook, dining-room, fully furnished, use of kitchen. Ring 28-780.	[301, 552, 426, 574]
classified-ad: TO LET, SUPERIOR FLAT, in heart of Oriental Bay, situate above sea front, three room with kitchenette and bathroom; hot water to bath, every convenience. Apply JAMES STEVENS AND COMPANY. Telephone 43-669.	[434, 748, 560, 784]
classified-ad: TO LET, Fully-furnished Flat, situated Thorndon, suits Lady; handy. Apply 14, Guilford-st. Phone 43-632.	[167, 314, 293, 336]
classified-ad: TO LET, Large Room, private entrance, use of conveniences; suit two. 8 Mount-st.	[167, 613, 293, 627]
section-heading: WANTED TO SELL.	[969, 300, 1094, 311]
classified-ad: AUSTIN-ST.—22—Furnished Large Double Bed-Sitting-room, also Single, together, 25s; all conveniences, glorious views.	[301, 254, 426, 275]
classified-ad: PROSPEROUS Boot Repairing Business, including Factory Machinery, good Lease, low rental. Apply Hancocks, W. A. Crosson, Randerland, Moera.	[702, 603, 827, 632]
classified-ad: ENNISMORE, 35, Boulcott-st.—Superior Accommodation, permanent, from 30s week, casual 7s 6d day. Bed and Breakfast 4s 6d. Tel. 43-481.	[702, 429, 827, 458]
classified-ad: WANTED, Board near Hospital, one Young Man; single room; state terms. 65, Evg. Post.	[702, 145, 827, 159]
classified-ad: ORIENTAL BAY—Sunny Flat, on Parade, entirely self-contained (three rooms), furnished, garage. £3 3s.	[301, 530, 426, 551]
classified-ad: MT. VICTORIA—Furnished Flat, bedroom, kitchenette, fireplace, garage. 7 Hawker-st., Courtenay-pl.	[301, 454, 426, 475]
classified-ad: DEPOSIT £50. GOVT. LOAN £1200. RONGOTAI—Bungalow, 4 rooms, kitchenette, gas range, all conveniences, garden, lawns, exceptionally well built; owner leaving. Apply Hackshaw.	[702, 748, 827, 784]
section-heading: KILBIRNIE BARGAINS.	[34, 698, 159, 709]
classified-ad: WANTED, Board and Residence, by Young Tradesman, single room; central. 80, Evg. Post.	[702, 160, 827, 175]
classified-ad: THEATRE Confectionery Business, best selling nights, turnover £19; stock. Apply 404, Evg. Post.	[702, 656, 827, 670]
classified-ad: MT. VICTORIA.—Superior Board and Residence; single or double room. Apply 12 Hawker-st.	[702, 337, 827, 359]
classified-ad: GOVT. Mortgage £1000—Charming Bungalow, 5 rooms and kitchenette, artistically designed; extremely well built. Smith and Jones.	[835, 304, 961, 325]
classified-ad: THE Economy Meat Stores, Dixon-st., where new management is in operation.	[969, 474, 1094, 489]
product-prices: 1lb jars 1/6, 2lb jars 2/6.	[473, 72, 543, 80]
classified-ad: SINGLE Furnished Room, use conveniences. 31, Marion-st.	[301, 392, 426, 406]
classified-ad: L. W. TOMLIN, 156 Riddiford-st., Newtown, for all Watch, Clock, and Jewellery Repairs. Tel. 28-001.	[34, 643, 159, 664]
classified-ad: RESTAURANT, finest position in city, with good lease and rental; cheap. Apply for Sale, Particulars to 6 Arcade, Featherston-st.	[702, 694, 827, 716]
classified-ad: TROUSER MACHINISTS. WANTED, good Trousers. Vest Machinists, constant work. Apply Sutton & Moore, 55, Dixon-st.	[34, 114, 159, 136]
classified-ad: TWO Furnished Front Single Rooms, one with morning tea; Board optional. 29, Brougham-st.	[301, 361, 426, 375]
section-heading: WANTED TO RENT.	[569, 33, 694, 44]
section-heading: FINANCIAL.	[836, 535, 961, 546]
section-heading: MISCELLANEOUS.	[435, 850, 560, 861]
classified-ad: MODERN Home (with garage if possible), 5 rooms, wanted, for a tenant. Apply Evening Post, 12a Dixon-st.	[434, 649, 560, 671]
classified-ad: PRICE £1700, cost £1750—Bungalow, 5 rooms; present financial reasons compel fast buyer; big saving. Apply.	[702, 794, 827, 816]
classified-ad: TO LET, Sunny, Furnished 2nd Flat, sep. kitchenette, harbour view, sun-room, self-contained. 65 Park-st., Hataitai.	[167, 137, 293, 159]
classified-ad: MOFFAT Electric Range. Inspect at Turnbull and Jones, Ltd., Blair-st.	[969, 459, 1094, 473]
